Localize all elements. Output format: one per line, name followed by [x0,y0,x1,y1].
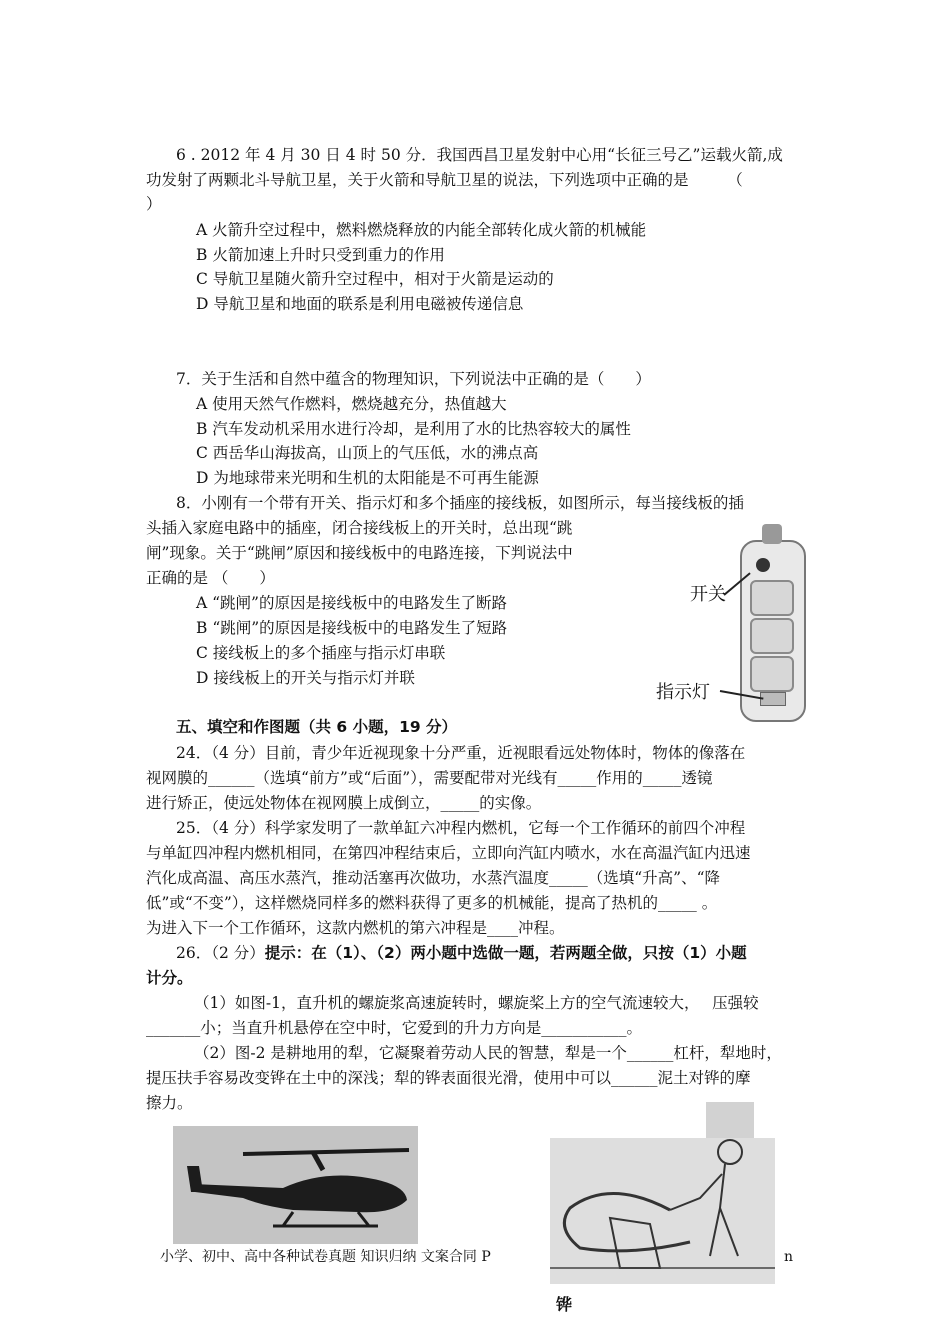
q25-line-1: 25．（4 分）科学家发明了一款单缸六冲程内燃机，它每一个工作循环的前四个冲程 [176,819,746,837]
q26-sub2-line-3: 擦力。 [146,1094,193,1112]
indicator-label: 指示灯 [656,682,710,703]
q6-option-d: D 导航卫星和地面的联系是利用电磁被传递信息 [196,295,524,313]
indicator-light [760,692,786,706]
q25-line-3: 汽化成高温、高压水蒸汽，推动活塞再次做功，水蒸汽温度_____（选填“升高”、“降 [146,869,721,887]
q26-sub2-line-2: 提压扶手容易改变铧在土中的深浅；犁的铧表面很光滑，使用中可以______泥土对铧的摩 [146,1069,751,1087]
q25-line-5: 为进入下一个工作循环，这款内燃机的第六冲程是____冲程。 [146,919,565,937]
q7-option-a: A 使用天然气作燃料，燃烧越充分，热值越大 [196,395,507,413]
q7-option-d: D 为地球带来光明和生机的太阳能是不可再生能源 [196,469,539,487]
plough-figure [550,1138,775,1284]
q24-line-1: 24．（4 分）目前，青少年近视现象十分严重，近视眼看远处物体时，物体的像落在 [176,744,746,762]
power-strip-figure [650,520,810,725]
helicopter-figure [173,1126,418,1244]
switch-label: 开关 [690,584,726,605]
q24-line-2: 视网膜的______（选填“前方”或“后面”），需要配带对光线有_____作用的_____透镜 [146,769,713,787]
socket-1 [750,580,794,616]
footer-text: 小学、初中、高中各种试卷真题 知识归纳 文案合同 P [160,1249,491,1265]
q6-option-c: C 导航卫星随火箭升空过程中，相对于火箭是运动的 [196,270,554,288]
q8-line-1: 8．小刚有一个带有开关、指示灯和多个插座的接线板，如图所示，每当接线板的插 [176,494,744,512]
q6-option-b: B 火箭加速上升时只受到重力的作用 [196,246,445,264]
q8-line-2: 头插入家庭电路中的插座，闭合接线板上的开关时，总出现“跳 [146,519,573,537]
q8-line-3: 闸”现象。关于“跳闸”原因和接线板中的电路连接，下判说法中 [146,544,573,562]
q25-line-2: 与单缸四冲程内燃机相同，在第四冲程结束后，立即向汽缸内喷水，水在高温汽缸内迅速 [146,844,751,862]
plough-figure-top [706,1102,754,1142]
q26-line-2: 计分。 [146,969,193,987]
plough-share-label: 铧 [556,1295,573,1314]
q26-prefix: 26．（2 分） [176,944,265,962]
switch-button [756,558,770,572]
q26-sub1-line-2: _______小；当直升机悬停在空中时，它爱到的升力方向是___________。 [146,1019,643,1037]
q6-line-1: 6 . 2012 年 4 月 30 日 4 时 50 分．我国西昌卫星发射中心用“长征三号乙”运载火箭,成 [176,146,783,164]
q26-line-1 [176,941,747,965]
q8-line-4: 正确的是 （ ） [146,569,275,587]
q7-stem: 7．关于生活和自然中蕴含的物理知识，下列说法中正确的是（ ） [176,370,651,388]
q26-sub1-line-1: （1）如图-1，直升机的螺旋浆高速旋转时，螺旋桨上方的空气流速较大， 压强较 [194,994,759,1012]
plug-cord [762,524,782,544]
q6-line-2: 功发射了两颗北斗导航卫星，关于火箭和导航卫星的说法，下列选项中正确的是 （ [146,171,743,189]
q7-option-c: C 西岳华山海拔高，山顶上的气压低，水的沸点高 [196,444,539,462]
q8-option-c: C 接线板上的多个插座与指示灯串联 [196,644,446,662]
helicopter-icon [173,1126,418,1244]
q6-option-a: A 火箭升空过程中，燃料燃烧释放的内能全部转化成火箭的机械能 [196,221,647,239]
q25-line-4: 低”或“不变”），这样燃烧同样多的燃料获得了更多的机械能，提高了热机的_____ 。 [146,894,718,912]
socket-2 [750,618,794,654]
q6-line-3: ） [146,195,162,213]
q7-option-b: B 汽车发动机采用水进行冷却，是利用了水的比热容较大的属性 [196,420,631,438]
footer-tail: n [784,1249,794,1265]
q24-line-3: 进行矫正，使远处物体在视网膜上成倒立，_____的实像。 [146,794,542,812]
plough-icon [550,1138,775,1284]
q26-hint: 提示：在（1）、（2）两小题中选做一题，若两题全做，只按（1）小题 [264,944,747,962]
q26-sub2-line-1: （2）图-2 是耕地用的犁，它凝聚着劳动人民的智慧，犁是一个______杠杆，犁地时， [194,1044,782,1062]
q8-option-d: D 接线板上的开关与指示灯并联 [196,669,415,687]
socket-3 [750,656,794,692]
q8-option-b: B “跳闸”的原因是接线板中的电路发生了短路 [196,619,508,637]
section-heading: 五、填空和作图题（共 6 小题，19 分） [176,718,458,736]
q8-option-a: A “跳闸”的原因是接线板中的电路发生了断路 [196,594,507,612]
